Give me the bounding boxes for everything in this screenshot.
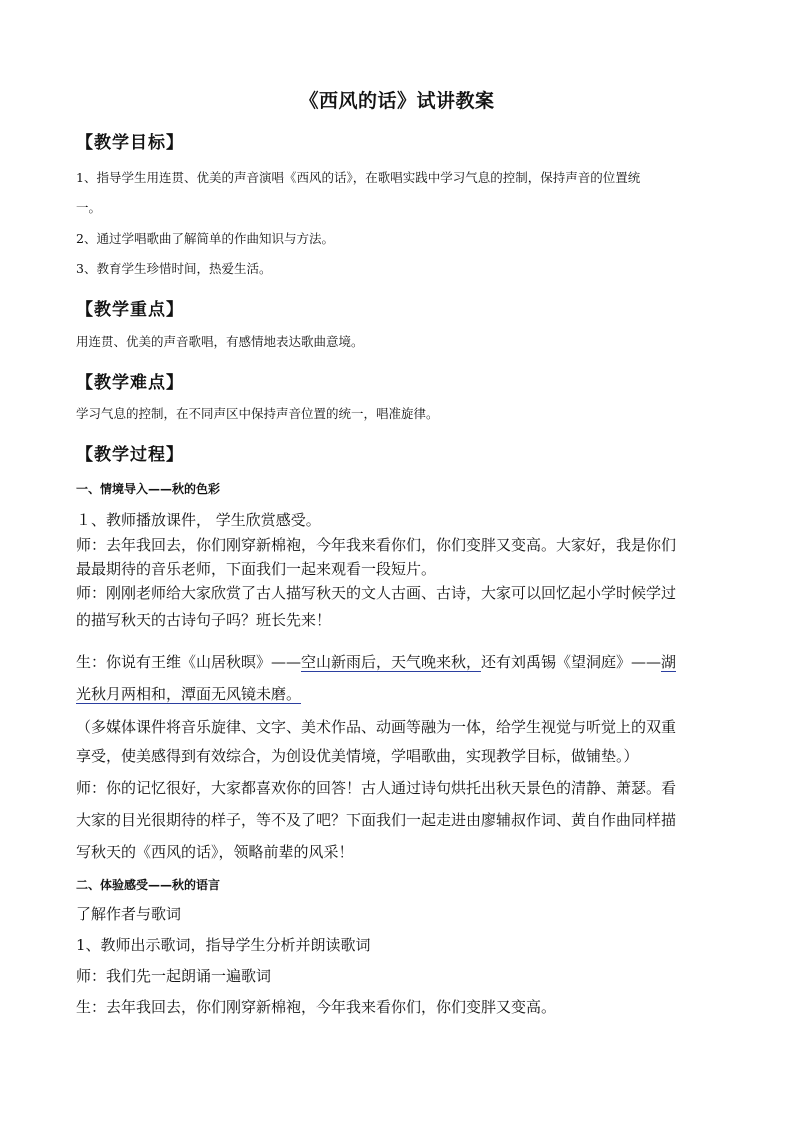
objective-item-3: 3、教育学生珍惜时间，热爱生活。 (76, 261, 272, 276)
poem-quote-1: 空山新雨后，天气晚来秋， (301, 653, 482, 671)
key-points-text: 用连贯、优美的声音歌唱，有感情地表达歌曲意境。 (76, 334, 364, 349)
part1-subheading: 一、情境导入——秋的色彩 (76, 482, 221, 496)
note-line-1: （多媒体课件将音乐旋律、文字、美术作品、动画等融为一体，给学生视觉与听觉上的双重 (76, 718, 677, 736)
part2-line-1: 了解作者与歌词 (76, 905, 182, 923)
student-answer-line-1 (76, 650, 718, 674)
part2-subheading: 二、体验感受——秋的语言 (76, 878, 221, 892)
process-heading: 【教学过程】 (76, 445, 184, 465)
part1-line-5: 的描写秋天的古诗句子吗？班长先来！ (76, 611, 332, 629)
teacher-line-1: 师：你的记忆很好，大家都喜欢你的回答！古人通过诗句烘托出秋天景色的清静、萧瑟。看 (76, 779, 677, 797)
part1-line-2: 师：去年我回去，你们刚穿新棉袍，今年我来看你们，你们变胖又变高。大家好，我是你们 (76, 536, 677, 554)
part2-line-4: 生：去年我回去，你们刚穿新棉袍，今年我来看你们，你们变胖又变高。 (76, 998, 557, 1016)
teacher-line-3: 写秋天的《西风的话》，领略前辈的风采！ (76, 843, 354, 861)
part1-line-1: １、教师播放课件， 学生欣赏感受。 (76, 511, 321, 529)
difficulties-text: 学习气息的控制，在不同声区中保持声音位置的统一，唱准旋律。 (76, 406, 439, 421)
objective-item-1: 1、指导学生用连贯、优美的声音演唱《西风的话》，在歌唱实践中学习气息的控制，保持声音的位置统 (76, 170, 641, 185)
part2-line-3: 师：我们先一起朗诵一遍歌词 (76, 967, 272, 985)
objective-item-2: 2、通过学唱歌曲了解简单的作曲知识与方法。 (76, 231, 334, 246)
teacher-line-2: 大家的目光很期待的样子，等不及了吧？下面我们一起走进由廖辅叔作词、黄自作曲同样描 (76, 811, 677, 829)
note-line-2: 享受，使美感得到有效综合，为创设优美情境，学唱歌曲，实现教学目标，做铺垫。） (76, 747, 639, 765)
student-answer-prefix: 生：你说有王维《山居秋暝》—— (76, 653, 302, 671)
part2-line-2: 1、教师出示歌词，指导学生分析并朗读歌词 (76, 936, 371, 954)
difficulties-heading: 【教学难点】 (76, 373, 184, 393)
objectives-heading: 【教学目标】 (76, 133, 184, 153)
part1-line-3: 最最期待的音乐老师，下面我们一起来观看一段短片。 (76, 560, 437, 578)
document-title: 《西风的话》试讲教案 (299, 90, 495, 112)
part1-line-4: 师：刚刚老师给大家欣赏了古人描写秋天的文人古画、古诗，大家可以回忆起小学时候学过 (76, 584, 677, 602)
poem-quote-2: 光秋月两相和，潭面无风镜未磨。 (76, 685, 302, 703)
student-answer-middle: 还有刘禹锡《望洞庭》—— (481, 653, 662, 671)
key-points-heading: 【教学重点】 (76, 300, 184, 320)
objective-item-1-continued: 一。 (76, 200, 102, 215)
poem-quote-2-start: 湖 (661, 653, 677, 671)
student-answer-line-2 (76, 682, 718, 706)
